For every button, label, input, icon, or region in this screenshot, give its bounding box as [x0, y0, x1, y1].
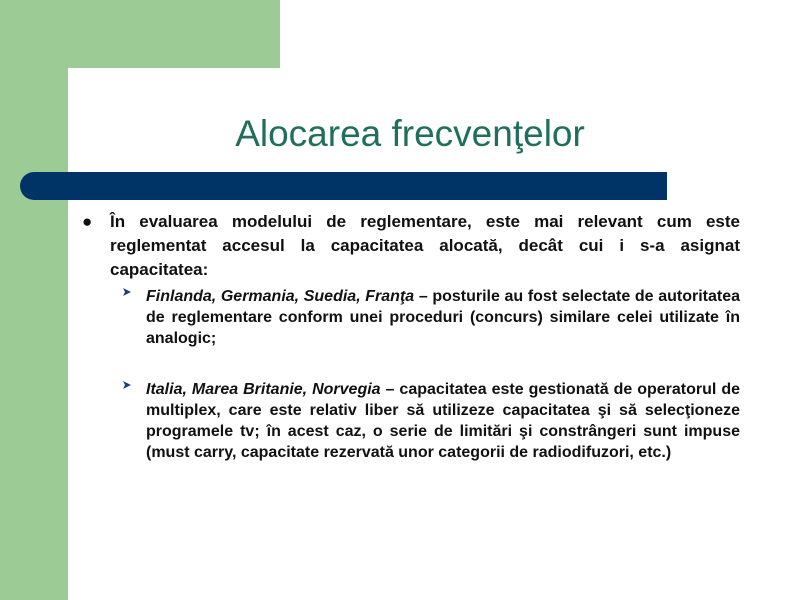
sub-bullet-1 [80, 286, 740, 349]
sub-bullet-1-countries: Finlanda, Germania, Suedia, Franţa [146, 288, 415, 305]
sub-bullet-2 [80, 379, 740, 463]
slide-title: Alocarea frecvenţelor [235, 113, 585, 154]
arrowhead-bullet-icon [122, 287, 132, 297]
bullet-main-text: În evaluarea modelului de reglementare, este mai relevant cum este reglementat accesul la capacitatea alocată, decât cui i s-a asignat capacitatea: [110, 212, 740, 279]
bullet-main [80, 210, 740, 282]
sub-bullet-2-text: – capacitatea este gestionată de operatorul de multiplex, care este relativ liber să utilizeze capacitatea şi să selecţioneze programele tv; în acest caz, o serie de limitări şi constrângeri sunt impuse (must carry, capacitate rezervată unor categorii de radiodifuzori, etc.) [146, 381, 740, 461]
sub-bullet-1-text: – posturile au fost selectate de autoritatea de reglementare conform unei proceduri (concurs) similare celei utilizate în analogic; [146, 288, 741, 347]
bullet-dot-icon: ● [82, 212, 93, 231]
slide-body [80, 210, 740, 463]
title-underline-bar [20, 172, 667, 200]
sub-bullet-2-countries: Italia, Marea Britanie, Norvegia [146, 381, 381, 398]
decorative-green-left-band [0, 0, 68, 600]
arrowhead-bullet-icon [122, 380, 132, 390]
